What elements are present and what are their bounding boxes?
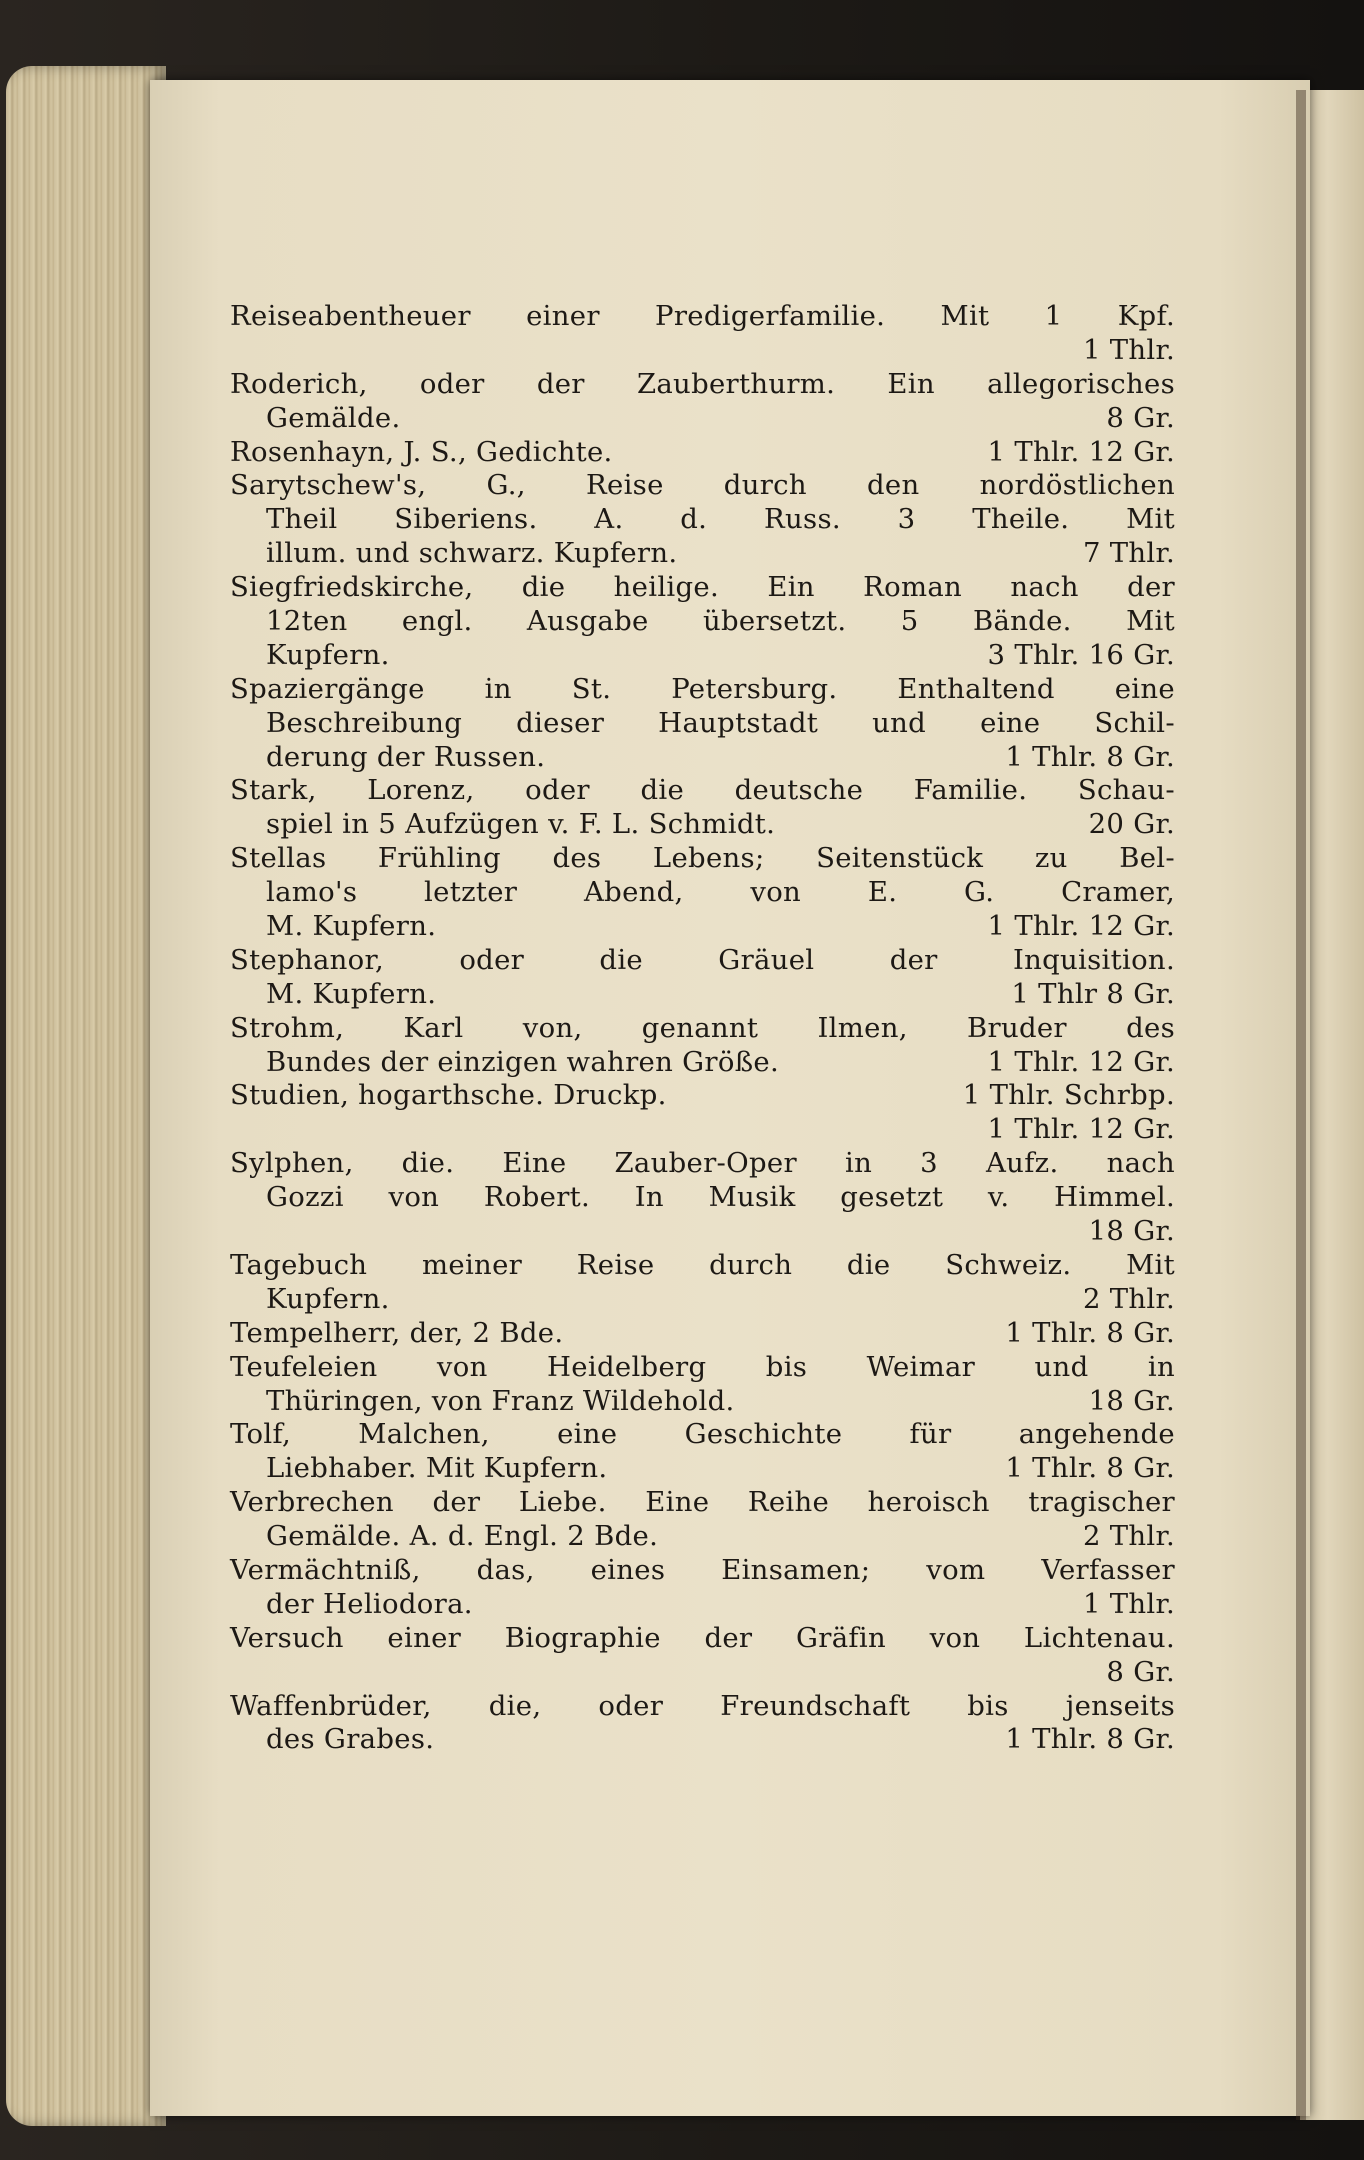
entry-price: 1 Thlr 8 Gr.: [1011, 977, 1175, 1010]
entry-text: M. Kupfern.: [266, 910, 437, 943]
entry-text: des Grabes.: [266, 1723, 435, 1756]
entry-text: Sarytschew's, G., Reise durch den nordöstlichen: [230, 469, 1175, 502]
catalog-entry: [230, 1622, 1175, 1690]
entry-line: [230, 1181, 1175, 1215]
entry-price: 1 Thlr. 8 Gr.: [1005, 740, 1175, 773]
entry-text: Strohm, Karl von, genannt Ilmen, Bruder des: [230, 1011, 1175, 1044]
entry-line: [230, 910, 1175, 944]
entry-text: Rosenhayn, J. S., Gedichte.: [230, 435, 613, 468]
entry-price: 18 Gr.: [1088, 1215, 1175, 1248]
catalog-entry: [230, 1249, 1175, 1317]
catalog-entry: [230, 1317, 1175, 1351]
entry-line: [230, 639, 1175, 673]
entry-text: Sylphen, die. Eine Zauber-Oper in 3 Aufz. nach: [230, 1147, 1175, 1180]
entry-text: spiel in 5 Aufzügen v. F. L. Schmidt.: [266, 808, 776, 841]
entry-line: [230, 1588, 1175, 1622]
entry-text: Beschreibung dieser Hauptstadt und eine Schil-: [266, 706, 1175, 739]
entry-price: 20 Gr.: [1088, 808, 1175, 841]
catalog-entry: [230, 1418, 1175, 1486]
catalog-entry: [230, 368, 1175, 436]
entry-text: Gemälde. A. d. Engl. 2 Bde.: [266, 1520, 659, 1553]
gutter-shadow: [1296, 90, 1306, 2120]
entry-price: 3 Thlr. 16 Gr.: [987, 638, 1175, 671]
catalog-entry: [230, 300, 1175, 368]
entry-line: [230, 741, 1175, 775]
entry-text: Siegfriedskirche, die heilige. Ein Roman nach der: [230, 571, 1175, 604]
entry-line: [230, 876, 1175, 910]
entry-text: Studien, hogarthsche. Druckp.: [230, 1079, 667, 1112]
entry-text: M. Kupfern.: [266, 977, 437, 1010]
entry-line: [230, 334, 1175, 368]
entry-text: Kupfern.: [266, 638, 390, 671]
entry-text: Versuch einer Biographie der Gräfin von Lichtenau.: [230, 1621, 1175, 1654]
entry-line: [230, 1215, 1175, 1249]
entry-line: [230, 673, 1175, 707]
entry-line: [230, 1520, 1175, 1554]
entry-price: 2 Thlr.: [1082, 1282, 1175, 1315]
entry-line: [230, 1723, 1175, 1757]
entry-line: [230, 1622, 1175, 1656]
catalog-entry: [230, 1351, 1175, 1419]
entry-text: Theil Siberiens. A. d. Russ. 3 Theile. Mit: [266, 503, 1175, 536]
entry-text: derung der Russen.: [266, 740, 546, 773]
entry-line: [230, 1418, 1175, 1452]
entry-text: Stellas Frühling des Lebens; Seitenstück zu Bel-: [230, 842, 1175, 875]
entry-price: 8 Gr.: [1106, 1655, 1175, 1688]
entry-text: Kupfern.: [266, 1282, 390, 1315]
entry-line: [230, 1079, 1175, 1113]
entry-line: [230, 571, 1175, 605]
page-edges: [6, 66, 166, 2126]
catalog-entry: [230, 1554, 1175, 1622]
catalog-entry: [230, 1486, 1175, 1554]
entry-line: [230, 1046, 1175, 1080]
entry-text: Spaziergänge in St. Petersburg. Enthaltend eine: [230, 672, 1175, 705]
entry-price: 8 Gr.: [1106, 401, 1175, 434]
catalog-entry: [230, 673, 1175, 775]
entry-line: [230, 469, 1175, 503]
entry-line: [230, 368, 1175, 402]
entry-line: [230, 1012, 1175, 1046]
catalog-entry: [230, 944, 1175, 1012]
entry-text: Stephanor, oder die Gräuel der Inquisition.: [230, 943, 1175, 976]
entry-text: Roderich, oder der Zauberthurm. Ein allegorisches: [230, 367, 1175, 400]
entry-text: 12ten engl. Ausgabe übersetzt. 5 Bände. Mit: [266, 605, 1175, 638]
entry-line: [230, 1554, 1175, 1588]
entry-price: 1 Thlr.: [1082, 333, 1175, 366]
catalog-entry: [230, 1012, 1175, 1080]
entry-line: [230, 1351, 1175, 1385]
entry-price: 18 Gr.: [1088, 1384, 1175, 1417]
entry-line: [230, 842, 1175, 876]
entry-price: 1 Thlr. 12 Gr.: [987, 435, 1175, 468]
catalog-list: [230, 300, 1175, 1757]
catalog-entry: [230, 469, 1175, 571]
entry-price: 7 Thlr.: [1082, 537, 1175, 570]
entry-text: Stark, Lorenz, oder die deutsche Familie. Schau-: [230, 774, 1175, 807]
entry-text: Waffenbrüder, die, oder Freundschaft bis jenseits: [230, 1689, 1175, 1722]
entry-line: [230, 808, 1175, 842]
entry-text: Gemälde.: [266, 401, 401, 434]
entry-text: Vermächtniß, das, eines Einsamen; vom Verfasser: [230, 1553, 1175, 1586]
catalog-entry: [230, 571, 1175, 673]
entry-line: [230, 944, 1175, 978]
entry-price: 1 Thlr. 12 Gr.: [987, 1113, 1175, 1146]
entry-text: lamo's letzter Abend, von E. G. Cramer,: [266, 876, 1175, 909]
entry-price: 1 Thlr. 8 Gr.: [1005, 1723, 1175, 1756]
catalog-entry: [230, 436, 1175, 470]
entry-line: [230, 978, 1175, 1012]
entry-text: der Heliodora.: [266, 1587, 473, 1620]
entry-text: Thüringen, von Franz Wildehold.: [266, 1384, 735, 1417]
entry-line: [230, 1656, 1175, 1690]
entry-price: 1 Thlr. 12 Gr.: [987, 1045, 1175, 1078]
entry-price: 1 Thlr. 12 Gr.: [987, 910, 1175, 943]
entry-text: Reiseabentheuer einer Predigerfamilie. Mit 1 Kpf.: [230, 300, 1175, 332]
entry-line: [230, 1486, 1175, 1520]
catalog-entry: [230, 774, 1175, 842]
entry-line: [230, 1249, 1175, 1283]
entry-line: [230, 1690, 1175, 1724]
entry-line: [230, 402, 1175, 436]
entry-price: 1 Thlr. Schrbp.: [962, 1079, 1175, 1112]
entry-line: [230, 300, 1175, 334]
entry-line: [230, 537, 1175, 571]
entry-line: [230, 1385, 1175, 1419]
entry-line: [230, 1147, 1175, 1181]
entry-line: [230, 436, 1175, 470]
entry-text: Verbrechen der Liebe. Eine Reihe heroisch tragischer: [230, 1486, 1175, 1519]
catalog-entry: [230, 842, 1175, 944]
entry-price: 1 Thlr. 8 Gr.: [1005, 1452, 1175, 1485]
catalog-entry: [230, 1147, 1175, 1249]
entry-line: [230, 774, 1175, 808]
entry-line: [230, 1113, 1175, 1147]
entry-line: [230, 707, 1175, 741]
entry-text: illum. und schwarz. Kupfern.: [266, 537, 678, 570]
entry-line: [230, 1452, 1175, 1486]
entry-text: Teufeleien von Heidelberg bis Weimar und in: [230, 1350, 1175, 1383]
catalog-entry: [230, 1690, 1175, 1758]
entry-text: Bundes der einzigen wahren Größe.: [266, 1045, 779, 1078]
entry-line: [230, 605, 1175, 639]
catalog-entry: [230, 1079, 1175, 1147]
entry-text: Tagebuch meiner Reise durch die Schweiz. Mit: [230, 1248, 1175, 1281]
entry-text: Gozzi von Robert. In Musik gesetzt v. Himmel.: [266, 1181, 1175, 1214]
entry-line: [230, 1317, 1175, 1351]
entry-price: 2 Thlr.: [1082, 1520, 1175, 1553]
entry-text: Liebhaber. Mit Kupfern.: [266, 1452, 608, 1485]
entry-text: Tempelherr, der, 2 Bde.: [230, 1316, 564, 1349]
entry-text: Tolf, Malchen, eine Geschichte für angehende: [230, 1418, 1175, 1451]
entry-line: [230, 1283, 1175, 1317]
entry-price: 1 Thlr.: [1082, 1587, 1175, 1620]
entry-price: 1 Thlr. 8 Gr.: [1005, 1316, 1175, 1349]
entry-line: [230, 503, 1175, 537]
